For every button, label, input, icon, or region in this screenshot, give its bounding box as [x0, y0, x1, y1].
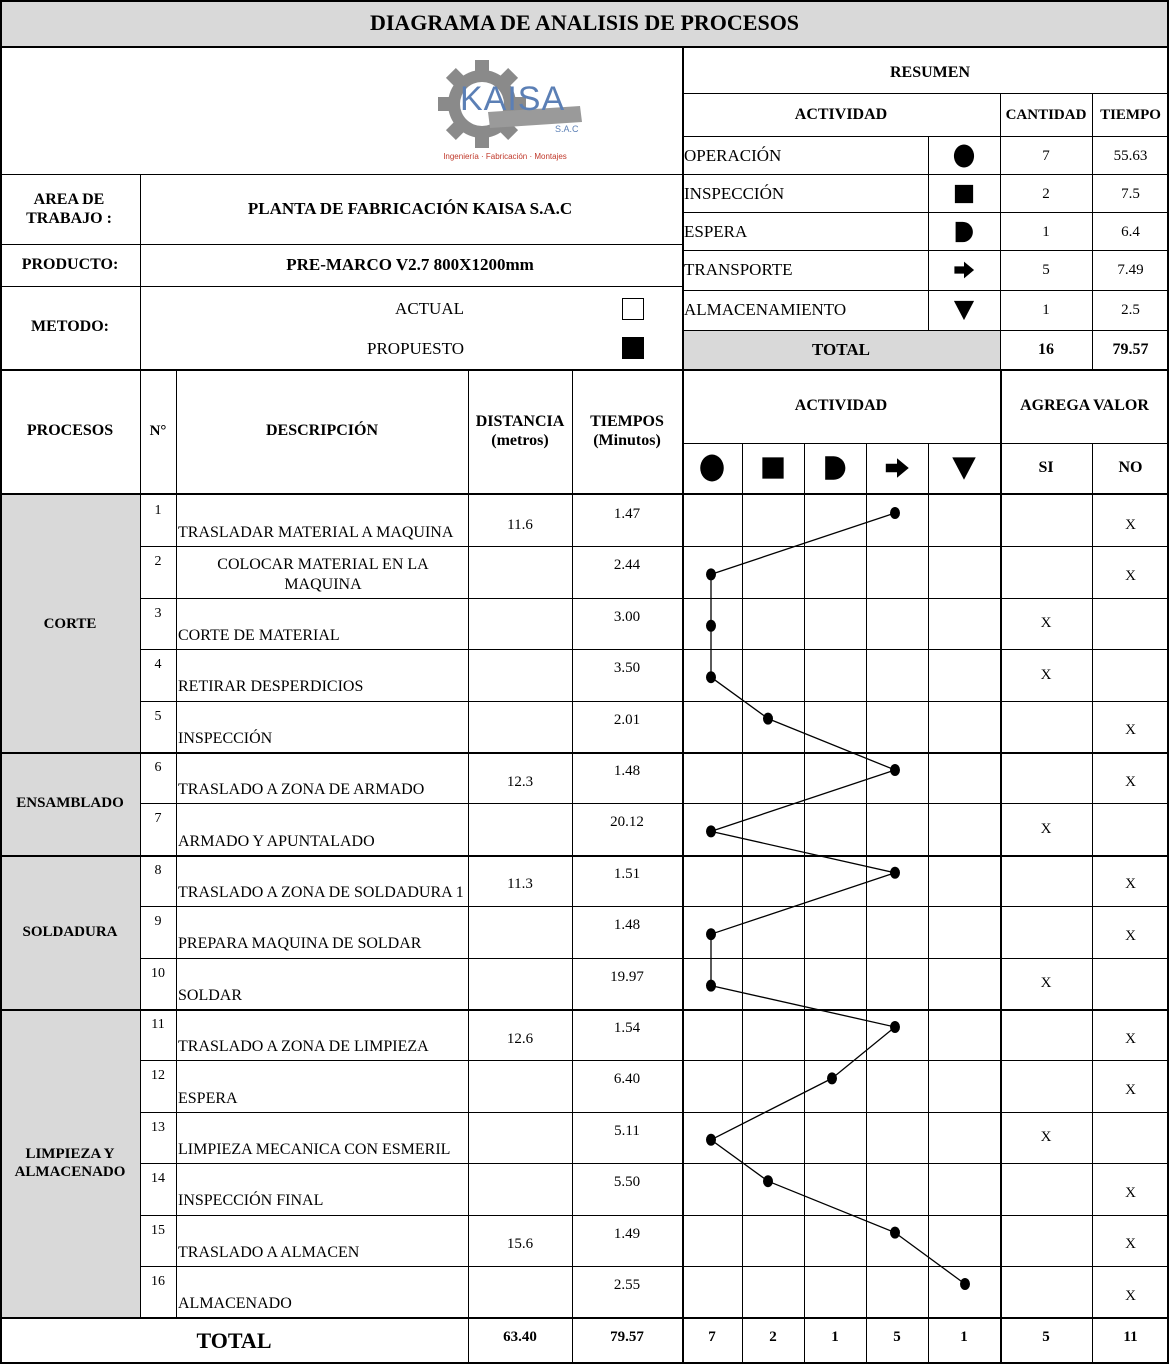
value-no-mark: X [1125, 773, 1136, 790]
grid-line [176, 369, 177, 493]
step-number: 1 [154, 503, 162, 518]
grid-line [140, 701, 1169, 702]
resumen-row-operation-tiempo: 55.63 [1113, 148, 1148, 164]
grid-line [140, 369, 141, 493]
grid-line [682, 46, 684, 370]
resumen-row-delay-name: ESPERA [684, 221, 748, 241]
operation-circle-icon [928, 137, 1000, 175]
logo-suffix: S.A.C [555, 124, 579, 134]
step-time: 6.40 [613, 1071, 641, 1088]
header-delay-d-icon [804, 444, 866, 492]
header-distancia-unit: (metros) [491, 432, 549, 449]
resumen-row-storage-name: ALMACENAMIENTO [684, 299, 847, 319]
resumen-row-delay-cantidad: 1 [1042, 224, 1050, 240]
total-inspeccion: 2 [769, 1329, 777, 1345]
step-number: 4 [154, 657, 162, 673]
resumen-row-transport-name: TRANSPORTE [684, 259, 793, 279]
flow-connector [711, 831, 895, 872]
step-number: 9 [154, 914, 162, 930]
metodo-label: METODO: [31, 318, 109, 336]
step-distance [468, 906, 572, 957]
step-distance [468, 701, 572, 752]
header-tiempos-unit: (Minutos) [593, 432, 661, 449]
grid-line [682, 290, 1169, 291]
grid-line [140, 1215, 1169, 1216]
header-agrega-valor: AGREGA VALOR [1020, 397, 1149, 415]
grid-line [866, 443, 867, 1363]
transport-arrow-icon [928, 251, 1000, 289]
flow-point [890, 1021, 900, 1033]
flow-connector [711, 986, 895, 1027]
grid-line [682, 443, 1169, 444]
logo-tagline: Ingeniería · Fabricación · Montajes [443, 152, 567, 161]
resumen-row-inspection-tiempo: 7.5 [1121, 186, 1140, 202]
resumen-row-storage-tiempo: 2.5 [1121, 302, 1140, 318]
step-distance [468, 1112, 572, 1163]
grid-line [140, 1163, 1169, 1164]
step-number: 7 [154, 811, 162, 827]
grid-line [140, 906, 1169, 907]
process-group: CORTE [0, 495, 140, 752]
step-time: 5.50 [613, 1174, 641, 1191]
resumen-row-transport-tiempo: 7.49 [1117, 262, 1144, 278]
total-tiempo: 79.57 [610, 1329, 644, 1345]
flow-connector [832, 1027, 895, 1078]
grid-line [0, 0, 1169, 2]
step-description: TRASLADO A ZONA DE ARMADO [178, 781, 425, 799]
metodo-propuesto-label: PROPUESTO [367, 338, 464, 358]
step-description: ALMACENADO [178, 1295, 292, 1313]
grid-line [682, 174, 1169, 175]
step-description: SOLDAR [178, 986, 243, 1004]
grid-line [468, 493, 469, 1363]
value-si-mark: X [1040, 666, 1052, 683]
grid-line [468, 369, 469, 493]
grid-line [682, 250, 1169, 251]
header-si: SI [1038, 459, 1054, 477]
flow-point [706, 1134, 716, 1146]
flow-point [890, 867, 900, 879]
total-si: 5 [1042, 1329, 1050, 1345]
step-number: 13 [151, 1119, 165, 1135]
step-time: 2.55 [613, 1277, 641, 1293]
value-no-mark: X [1125, 568, 1136, 585]
flow-connector [711, 873, 895, 934]
grid-line [682, 136, 1169, 137]
grid-line [140, 649, 1169, 650]
value-no-mark: X [1125, 1236, 1136, 1253]
grid-line [1092, 93, 1093, 370]
metodo-propuesto-checkbox[interactable] [622, 337, 644, 359]
step-time: 2.44 [613, 557, 641, 574]
header-inspection-square-icon [742, 444, 804, 492]
flow-point [827, 1072, 837, 1084]
total-operacion: 7 [708, 1329, 716, 1345]
step-time: 1.48 [613, 763, 641, 779]
flow-connector [711, 513, 895, 574]
value-no-mark: X [1125, 1287, 1136, 1304]
header-tiempos-label: TIEMPOS [590, 412, 664, 430]
value-no-mark: X [1125, 722, 1136, 739]
step-time: 19.97 [610, 968, 644, 985]
grid-line [140, 598, 1169, 599]
step-distance [468, 649, 572, 700]
sheet-title: DIAGRAMA DE ANALISIS DE PROCESOS [0, 0, 1169, 46]
flow-point [960, 1278, 970, 1290]
grid-line [140, 958, 1169, 959]
producto-label: PRODUCTO: [21, 256, 119, 274]
header-descripcion: DESCRIPCIÓN [265, 422, 378, 440]
metodo-actual-label: ACTUAL [395, 298, 464, 318]
flow-point [706, 568, 716, 580]
grid-line [0, 46, 1169, 48]
step-description: TRASLADAR MATERIAL A MAQUINA [178, 524, 454, 542]
flow-point [890, 764, 900, 776]
step-description: ESPERA [178, 1089, 238, 1107]
step-distance: 15.6 [506, 1236, 534, 1253]
value-si-mark: X [1040, 975, 1052, 992]
step-number: 3 [154, 605, 162, 621]
producto-value: PRE-MARCO V2.7 800X1200mm [286, 254, 534, 274]
value-no-mark: X [1125, 927, 1136, 944]
header-distancia [468, 370, 572, 492]
metodo-actual-checkbox[interactable] [622, 298, 644, 320]
grid-line [140, 1266, 1169, 1267]
step-number: 8 [154, 862, 162, 878]
header-distancia-label: DISTANCIA [475, 412, 565, 430]
step-description: TRASLADO A ALMACEN [178, 1243, 360, 1261]
value-si-mark: X [1040, 1129, 1052, 1146]
header-transport-arrow-icon [866, 444, 928, 492]
header-n: N° [149, 423, 167, 439]
inspection-square-icon [928, 175, 1000, 213]
total-no: 11 [1123, 1329, 1138, 1345]
step-description: TRASLADO A ZONA DE SOLDADURA 1 [178, 884, 464, 901]
flow-point [706, 825, 716, 837]
flow-point [706, 671, 716, 683]
step-time: 1.47 [613, 506, 641, 522]
step-description: PREPARA MAQUINA DE SOLDAR [178, 935, 422, 953]
resumen-row-operation-cantidad: 7 [1042, 148, 1050, 164]
step-distance [468, 958, 572, 1009]
resumen-col-actividad: ACTIVIDAD [794, 106, 888, 124]
resumen-col-cantidad: CANTIDAD [1005, 107, 1087, 123]
step-description: INSPECCIÓN [178, 729, 273, 747]
header-storage-triangle-icon [928, 444, 1000, 492]
step-number: 11 [151, 1017, 165, 1032]
step-distance [468, 546, 572, 597]
value-no-mark: X [1125, 1082, 1136, 1099]
step-distance: 11.3 [507, 876, 533, 893]
kaisa-logo [400, 52, 610, 170]
step-time: 3.00 [613, 608, 641, 625]
step-time: 1.49 [613, 1225, 641, 1242]
grid-line [0, 0, 2, 1364]
process-group: LIMPIEZA Y ALMACENADO [0, 1009, 140, 1317]
step-time: 3.50 [613, 660, 641, 677]
step-description: TRASLADO A ZONA DE LIMPIEZA [178, 1038, 429, 1056]
resumen-total-cantidad: 16 [1038, 341, 1054, 359]
flow-connector [895, 1233, 965, 1284]
grid-line [682, 369, 684, 1363]
process-group: SOLDADURA [0, 855, 140, 1009]
step-description: COLOCAR MATERIAL EN LA MAQUINA [217, 556, 429, 593]
resumen-row-storage-cantidad: 1 [1042, 302, 1050, 318]
flow-connector [711, 1140, 768, 1181]
value-no-mark: X [1125, 516, 1136, 533]
flow-connector [711, 677, 768, 718]
step-number: 10 [151, 965, 165, 981]
step-number: 14 [151, 1171, 165, 1187]
step-number: 5 [154, 708, 162, 724]
step-description: INSPECCIÓN FINAL [178, 1192, 324, 1210]
grid-line [140, 803, 1169, 804]
step-distance: 11.6 [507, 516, 533, 533]
grid-line [1092, 443, 1093, 1363]
total-almacenamiento: 1 [960, 1329, 968, 1345]
grid-line [140, 493, 141, 1318]
value-no-mark: X [1125, 1030, 1136, 1047]
flow-connector [711, 770, 895, 831]
header-procesos: PROCESOS [26, 422, 114, 440]
flow-connector [768, 719, 895, 770]
storage-triangle-icon [928, 291, 1000, 329]
value-si-mark: X [1040, 821, 1052, 838]
flow-connector [711, 1078, 832, 1139]
resumen-total-tiempo: 79.57 [1112, 341, 1149, 359]
step-distance [468, 1266, 572, 1317]
area-value: PLANTA DE FABRICACIÓN KAISA S.A.C [247, 198, 573, 218]
grid-line [140, 546, 1169, 547]
resumen-col-tiempo: TIEMPO [1100, 107, 1161, 123]
value-si-mark: X [1040, 615, 1052, 632]
header-actividad: ACTIVIDAD [794, 397, 888, 415]
flow-point [763, 713, 773, 725]
resumen-row-delay-tiempo: 6.4 [1121, 224, 1140, 240]
step-distance [468, 1060, 572, 1111]
grid-line [572, 369, 573, 493]
flow-point [706, 620, 716, 632]
total-label: TOTAL [196, 1327, 272, 1353]
step-distance [468, 598, 572, 649]
step-distance [468, 803, 572, 854]
value-no-mark: X [1125, 876, 1136, 893]
grid-line [176, 493, 177, 1318]
step-time: 2.01 [613, 711, 641, 728]
total-espera: 1 [831, 1329, 839, 1345]
process-group: ENSAMBLADO [0, 752, 140, 855]
grid-line [928, 136, 929, 330]
resumen-row-transport-cantidad: 5 [1042, 262, 1050, 278]
header-tiempos [572, 370, 682, 492]
grid-line [1000, 93, 1001, 370]
flow-point [706, 928, 716, 940]
grid-line [140, 174, 141, 370]
resumen-row-operation-name: OPERACIÓN [684, 145, 782, 165]
header-no: NO [1118, 459, 1143, 477]
grid-line [742, 443, 743, 1363]
area-label: AREA DE TRABAJO : [26, 190, 112, 227]
step-number: 15 [151, 1222, 165, 1238]
grid-line [682, 93, 1169, 94]
step-number: 12 [151, 1068, 165, 1084]
grid-line [682, 330, 1169, 331]
grid-line [682, 212, 1169, 213]
flow-connector [768, 1181, 895, 1232]
flow-point [890, 507, 900, 519]
step-time: 1.51 [613, 865, 641, 882]
flow-point [763, 1175, 773, 1187]
resumen-row-inspection-name: INSPECCIÓN [684, 183, 785, 203]
step-number: 2 [154, 554, 162, 570]
total-distancia: 63.40 [503, 1329, 537, 1345]
grid-line [804, 443, 805, 1363]
step-description: ARMADO Y APUNTALADO [178, 832, 375, 850]
logo-brand: KAISA [460, 80, 566, 118]
resumen-row-inspection-cantidad: 2 [1042, 186, 1050, 202]
resumen-total-label: TOTAL [682, 331, 1000, 369]
header-operation-circle-icon [682, 444, 742, 492]
flow-point [890, 1227, 900, 1239]
grid-line [0, 244, 682, 245]
grid-line [140, 1060, 1169, 1061]
step-number: 6 [154, 760, 162, 775]
grid-line [1000, 369, 1002, 1363]
resumen-title: RESUMEN [889, 64, 970, 82]
grid-line [928, 443, 929, 1363]
delay-d-icon [928, 213, 1000, 251]
step-description: LIMPIEZA MECANICA CON ESMERIL [178, 1141, 451, 1158]
grid-line [140, 1112, 1169, 1113]
flow-point [706, 980, 716, 992]
grid-line [572, 493, 573, 1363]
step-time: 1.54 [613, 1020, 641, 1036]
step-time: 20.12 [610, 814, 644, 831]
step-description: CORTE DE MATERIAL [178, 627, 340, 644]
value-no-mark: X [1125, 1184, 1136, 1201]
grid-line [0, 286, 682, 287]
step-distance [468, 1163, 572, 1214]
step-number: 16 [151, 1274, 165, 1289]
total-transporte: 5 [893, 1329, 901, 1345]
step-description: RETIRAR DESPERDICIOS [178, 678, 364, 696]
grid-line [0, 174, 682, 175]
step-distance: 12.3 [506, 773, 534, 790]
step-distance: 12.6 [506, 1030, 534, 1047]
step-time: 5.11 [614, 1122, 640, 1139]
step-time: 1.48 [613, 917, 641, 934]
